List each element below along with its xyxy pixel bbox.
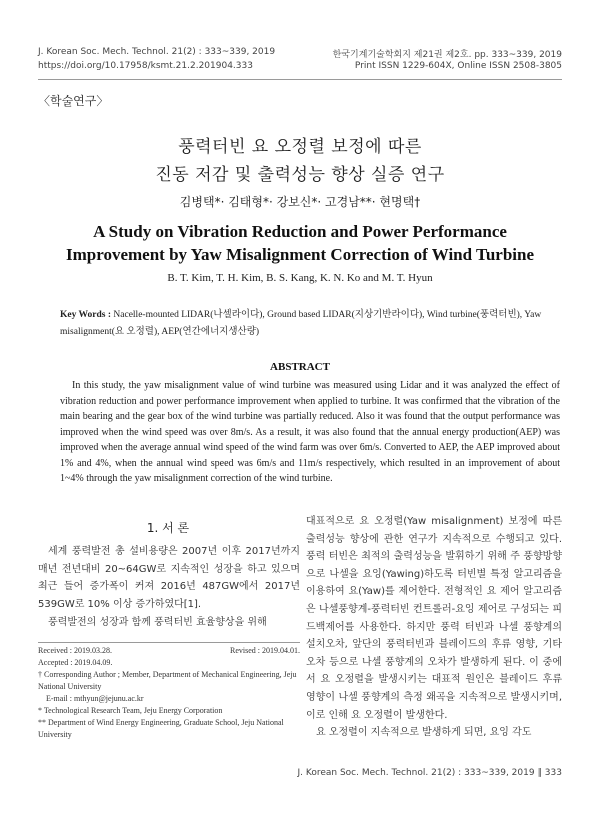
journal-citation-korean: 한국기계기술학회지 제21권 제2호. pp. 333~339, 2019 [332,50,562,60]
footnote-divider [38,642,300,643]
intro-paragraph-1: 세계 풍력발전 총 설비용량은 2007년 이후 2017년까지 매년 전년대비 20~64GW로 지속적인 성장을 하고 있으며 최근 들어 증가폭이 커져 2016년 487GW에서 2017년 539GW로 10% 이상 증가하였다[1]. [38,546,300,610]
section-heading-introduction: 1. 서 론 [146,521,190,535]
affiliation-2: ** Department of Wind Energy Engineering, Graduate School, Jeju National University [38,718,284,739]
page-footer: J. Korean Soc. Mech. Technol. 21(2) : 333~339, 2019 ∥ 333 [297,768,562,778]
english-title-line-1: A Study on Vibration Reduction and Power Performance [93,222,507,241]
right-paragraph-1: 대표적으로 요 오정렬(Yaw misalignment) 보정에 따른 출력성능 향상에 관한 연구가 지속적으로 수행되고 있다. 풍력 터빈은 최적의 출력성능을 발휘하기 위해 주 풍향방향으로 나셀을 요잉(Yawing)하도록 터빈별 특정 알고리즘을 이용하여 요(Yaw)를 제어한다. 전형적인 요 제어 알고리즘은 나셀풍향계-풍력터빈 컨트롤러-요잉 제어로 구성되는 피드백제어를 사용한다. 하지만 풍력 터빈과 나셀 풍향계의 설치오차, 앞단의 풍력터빈과 블레이드의 후류 영향, 기타 오차 등으로 나셀 풍향계의 오차가 발생하게 된다. 이 중에서 요 오정렬을 발생시키는 대표적 원인은 블레이드 후류 영향이 나셀 풍향계의 측정 왜곡을 지속적으로 발생시키며, 이로 인해 요 오정렬이 발생한다. [306,516,562,721]
abstract-heading: ABSTRACT [270,361,330,373]
article-category: 〈학술연구〉 [38,94,109,108]
author-email: E-mail : mthyun@jejunu.ac.kr [46,694,144,703]
header-divider [38,79,562,80]
korean-title-line-2: 진동 저감 및 출력성능 향상 실증 연구 [155,165,445,185]
corresponding-author: † Corresponding Author ; Member, Department of Mechanical Engineering, Jeju National University [38,670,297,691]
english-title-line-2: Improvement by Yaw Misalignment Correction of Wind Turbine [65,245,534,264]
affiliation-1: * Technological Research Team, Jeju Energy Corporation [38,706,223,715]
intro-paragraph-2-start: 풍력발전의 성장과 함께 풍력터빈 효율향상을 위해 [48,617,267,628]
issn-line: Print ISSN 1229-604X, Online ISSN 2508-3805 [354,61,562,71]
keywords-text: Nacelle-mounted LIDAR(나셀라이다), Ground based LIDAR(지상기반라이다), Wind turbine(풍력터빈), Yaw misalignment(요 오정렬), AEP(연간에너지생산량) [60,310,542,337]
korean-title-line-1: 풍력터빈 요 오정렬 보정에 따른 [178,137,422,157]
journal-citation: J. Korean Soc. Mech. Technol. 21(2) : 333~339, 2019 [38,47,276,57]
right-paragraph-2-start: 요 오정렬이 지속적으로 발생하게 되면, 요잉 각도 [316,727,532,738]
keywords [60,307,560,341]
korean-authors: 김병택*· 김태형*· 강보신*· 고경남**· 현명택† [179,195,421,209]
doi-link[interactable]: https://doi.org/10.17958/ksmt.21.2.201904.333 [38,61,253,71]
date-received: Received : 2019.03.28. [38,646,112,655]
abstract-text: In this study, the yaw misalignment value of wind turbine was measured using Lidar and it was analyzed the effect of vibration reduction and power performance improvement when applied to turbine. It was confirmed that the vibration of the main bearing and the gear box of the wind turbine was partially reduced. Also it was found that the output performance was improved when the wind speed was over 8m/s. As a result, it was also found that the annual energy production(AEP) was improved when the average annual wind speed of the wind farm was over 6m/s. Converted to AEP, the AEP improved about 1% and 4%, when the annual wind speed was 6m/s and 11m/s respectively, which resulted in an improvement of about 1~4% through the yaw misalignment correction of the wind turbine. [60,380,560,484]
date-revised: Revised : 2019.04.01. [230,646,300,655]
english-authors: B. T. Kim, T. H. Kim, B. S. Kang, K. N. Ko and M. T. Hyun [167,272,433,284]
keywords-label: Key Words : [60,310,112,320]
date-accepted: Accepted : 2019.04.09. [38,658,113,667]
